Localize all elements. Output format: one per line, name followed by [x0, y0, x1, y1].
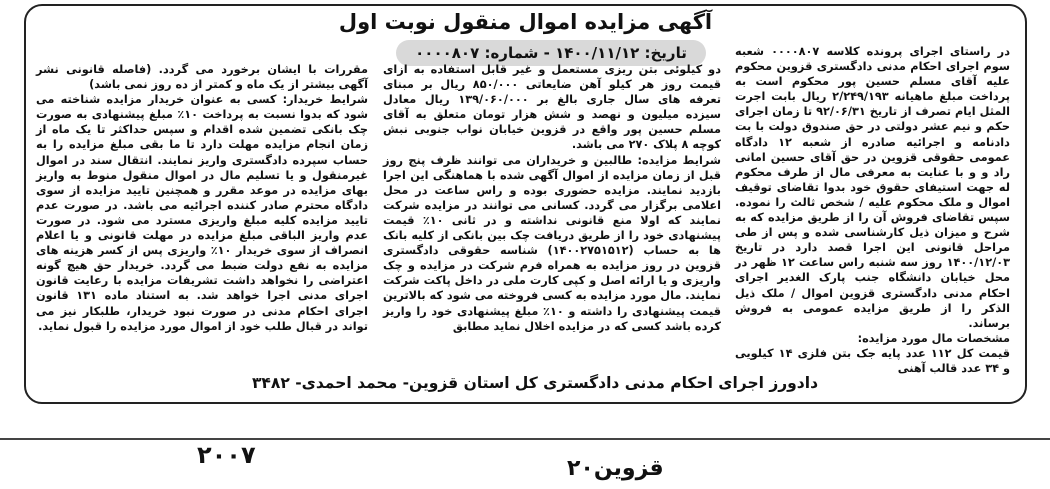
property-item: قیمت کل ۱۱۲ عدد پایه جک بتن فلزی ۱۴ کیلویی و ۳۴ عدد قالب آهنی: [735, 346, 1010, 375]
property-specs-heading: مشخصات مال مورد مزایده:: [857, 331, 1010, 345]
ad-code: ۲۰۰۷: [197, 441, 256, 469]
column-text: دو کیلوئی بتن ریزی مستعمل و غیر قابل استفاده به ازای قیمت روز هر کیلو آهن ضایعاتی ۸۵۰/۰۰۰ ریال بر مبنای تعرفه های سال جاری بالغ بر ۱۳۹/۰۶۰/۰۰۰ ریال معادل سیزده میلیون و نهصد و شش هزار تومان متعلق به آقای مسلم حسین پور واقع در قزوین خیابان نواب جنوبی نبش کوچه ۸ پلاک ۲۷۰ می باشد.: [383, 63, 722, 152]
notice-title: آگهی مزایده اموال منقول نوبت اول: [338, 10, 713, 34]
column-text: در راستای اجرای پرونده کلاسه ۰۰۰۰۸۰۷ شعبه سوم اجرای احکام مدنی دادگستری قزوین محکوم علیه آقای مسلم حسین پور محکوم است به پرداخت مبلغ ماهیانه ۲/۲۴۹/۱۹۳ ریال بابت اجرت المثل ایام تصرف از تاریخ ۹۲/۰۶/۳۱ تا زمان اجرای حکم و نیم عشر دولتی در حق صندوق دولت با بت دادنامه و اجرائیه صادره از شعبه ۱۲ دادگاه عمومی حقوقی قزوین در حق آقای حسین امانی راد و و با عنایت به معرفی مال از طرف محکوم له جهت استیفای حقوق خود بدوا تقاضای توقیف اموال و ملک محکوم علیه / شخص ثالث را نموده. سپس تقاضای فروش آن را از طریق مزایده که به شرح و میزان ذیل کارشناسی شده و پس از طی مراحل قانونی این اجرا قصد دارد در تاریخ ۱۴۰۰/۱۲/۰۳ روز سه شنبه راس ساعت ۱۲ ظهر در محل خیابان دانشگاه جنب پارک الغدیر اجرای احکام مدنی دادگستری قزوین اموال / ملک ذیل الذکر را از طریق مزایده عمومی به فروش برساند.: [735, 45, 1011, 330]
auction-conditions-text: طالبین و خریداران می توانند ظرف پنج روز قبل از زمان مزایده از اموال آگهی شده با هماهنگی این اجرا بازدید نمایند. مزایده حضوری بوده و راس ساعت در محل اعلامی برگزار می گردد. کسانی می توانند در مزایده شرکت نمایند که اولا منع قانونی نداشته و در ثانی ۱۰٪ قیمت پیشنهادی خود را از طریق دریافت چک بین بانکی از کلیه بانک ها به حساب (۱۴۰۰۲۷۵۱۵۱۲) شناسه حقوقی دادگستری قزوین در روز مزایده به همراه فرم شرکت در مزایده و چک واریزی و یا ارائه اصل و کپی کارت ملی در داخل پاکت شرکت نمایند. مال مورد مزایده به کسی فروخته می شود که بالاترین قیمت پیشنهادی را داشته و ۱۰٪ مبلغ پیشنهادی خود را واریز کرده باشد کسی که در مزایده اخلال نماید مطابق: [383, 153, 722, 333]
date-number-line: تاریخ: ۱۴۰۰/۱۱/۱۲ - شماره: ۰۰۰۰۸۰۷: [396, 40, 706, 66]
column-text: مقررات با ایشان برخورد می گردد. (فاصله قانونی نشر آگهی بیشتر از یک ماه و کمتر از ده روز نمی باشد): [36, 63, 368, 92]
notice-column-right: [735, 44, 1011, 375]
buyer-conditions-text: کسی به عنوان خریدار مزایده شناخته می شود که بدوا نسبت به پرداخت ۱۰٪ مبلغ پیشنهادی به صورت چک بانکی تضمین شده اقدام و سپس حداکثر تا یک ماه از زمان انجام مزایده مهلت دارد تا ما بقی مبلغ مزایده را به حساب سپرده دادگستری واریز نمایند. انتقال سند در اموال غیرمنقول و یا تسلیم مال در اموال منقول منوط به واریز بهای مزایده در موعد مقرر و همچنین تایید مزایده از سوی دادگاه محترم صادر کننده اجرائیه می باشد. در صورت عدم تایید مزایده کلیه مبلغ واریزی مسترد می شود. در صورت عدم واریز الباقی مبلغ مزایده در مهلت قانونی و یا اعلام انصراف از سوی خریدار ۱۰٪ واریزی پس از کسر هزینه های مزایده به نفع دولت ضبط می گردد. خریدار حق هیچ گونه اعتراضی را نخواهد داشت تشریفات مزایده با رعایت قانون اجرای مدنی اجرا خواهد شد. به استناد ماده ۱۳۱ قانون اجرای احکام مدنی در صورت نبود خریدار، طلبکار نیز می تواند در قبال طلب خود از اموال مورد مزایده را قبول نماید.: [36, 93, 368, 333]
divider: [0, 438, 1050, 440]
buyer-conditions-label: شرایط خریدار:: [282, 93, 368, 107]
notice-column-middle: [383, 62, 721, 365]
city-label: قزوین۲۰: [567, 456, 664, 481]
signature-footer: دادورز اجرای احکام مدنی دادگستری کل استان قزوین- محمد احمدی- ۳۴۸۲: [251, 374, 819, 392]
notice-column-left: [36, 62, 368, 365]
auction-conditions-label: شرایط مزایده:: [637, 153, 721, 167]
